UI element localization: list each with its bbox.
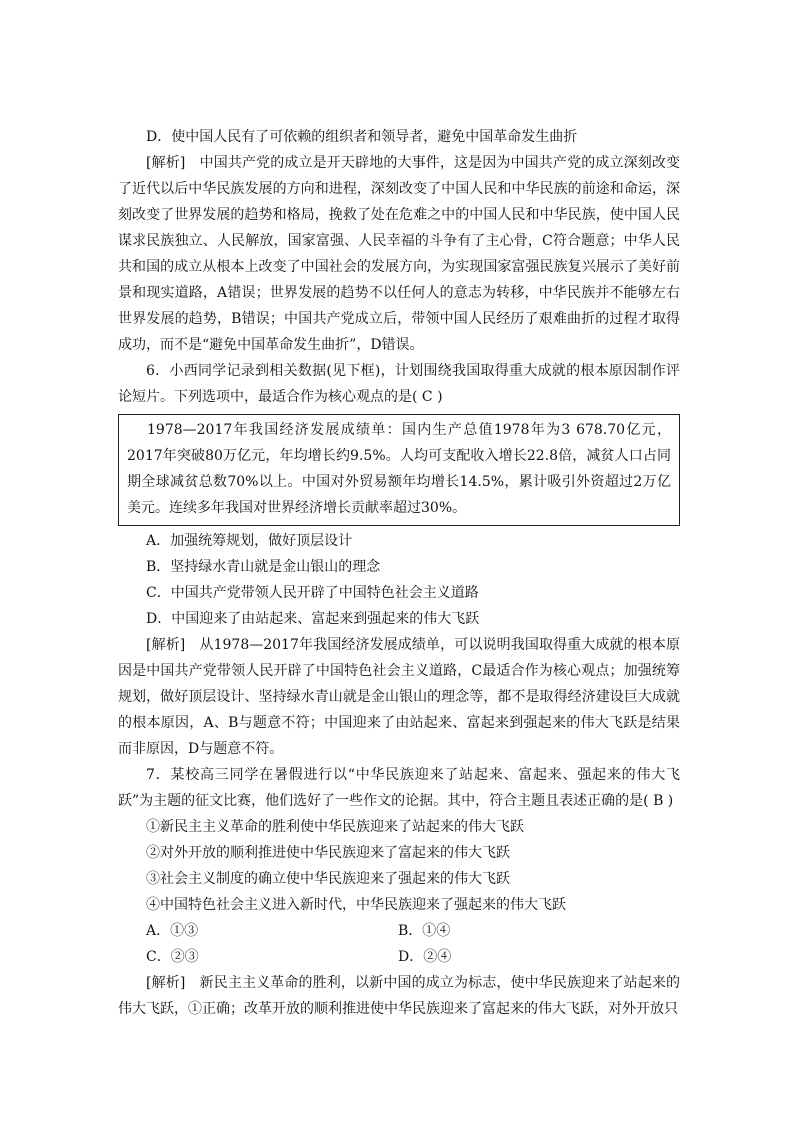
q6-box-text: 1978—2017年我国经济发展成绩单：国内生产总值1978年为3 678.70亿元，2017年突破80万亿元，年均增长约9.5%。人均可支配收入增长22.8倍，减贫人口占同期全球减贫总数70%以上。中国对外贸易额年均增长14.5%，累计吸引外资超过2万亿美元。连续多年我国对世界经济增长贡献率超过30%。	[127, 422, 671, 516]
q7-stem: 7．某校高三同学在暑假进行以“中华民族迎来了站起来、富起来、强起来的伟大飞跃”为主题的征文比赛，他们选好了一些作文的论据。其中，符合主题且表述正确的是( B )	[118, 767, 680, 809]
q6-data-box	[118, 414, 680, 526]
q5-option-d: D．使中国人民有了可依赖的组织者和领导者，避免中国革命发生曲折	[146, 129, 578, 145]
q6-analysis: [解析] 从1978—2017年我国经济发展成绩单，可以说明我国取得重大成就的根本原因是中国共产党带领人民开辟了中国特色社会主义道路，C最适合作为核心观点；加强统筹规划，做好顶层设计、坚持绿水青山就是金山银山的理念等，都不是取得经济建设巨大成就的根本原因，A、B与题意不符；中国迎来了由站起来、富起来到强起来的伟大飞跃是结果而非原因，D与题意不符。	[118, 637, 680, 757]
q7-item-3: ③社会主义制度的确立使中华民族迎来了强起来的伟大飞跃	[146, 871, 510, 887]
q6-option-b: B．坚持绿水青山就是金山银山的理念	[146, 559, 381, 575]
q5-analysis: [解析] 中国共产党的成立是开天辟地的大事件，这是因为中国共产党的成立深刻改变了近代以后中华民族发展的方向和进程，深刻改变了中国人民和中华民族的前途和命运，深刻改变了世界发展的趋势和格局，挽救了处在危难之中的中国人民和中华民族，使中国人民谋求民族独立、人民解放，国家富强、人民幸福的斗争有了主心骨，C符合题意；中华人民共和国的成立从根本上改变了中国社会的发展方向，为实现国家富强民族复兴展示了美好前景和现实道路，A错误；世界发展的趋势不以任何人的意志为转移，中华民族并不能够左右世界发展的趋势，B错误；中国共产党成立后，带领中国人民经历了艰难曲折的过程才取得成功，而不是“避免中国革命发生曲折”，D错误。	[118, 155, 680, 353]
q7-options-row-2	[118, 944, 680, 970]
q6-option-d: D．中国迎来了由站起来、富起来到强起来的伟大飞跃	[146, 611, 480, 627]
q7-item-1: ①新民主主义革命的胜利使中华民族迎来了站起来的伟大飞跃	[146, 819, 524, 835]
q7-item-4: ④中国特色社会主义进入新时代，中华民族迎来了强起来的伟大飞跃	[146, 897, 566, 913]
q6-option-c: C．中国共产党带领人民开辟了中国特色社会主义道路	[146, 585, 479, 601]
q7-option-c: C．②③	[146, 949, 199, 965]
document-body	[118, 124, 680, 1022]
q7-analysis: [解析] 新民主主义革命的胜利，以新中国的成立为标志，使中华民族迎来了站起来的伟大飞跃，①正确；改革开放的顺利推进使中华民族迎来了富起来的伟大飞跃，对外开放只	[118, 975, 680, 1017]
q7-item-2: ②对外开放的顺利推进使中华民族迎来了富起来的伟大飞跃	[146, 845, 510, 861]
q7-options-row-1	[118, 918, 680, 944]
q7-option-a: A．①③	[146, 923, 199, 939]
q6-option-a: A．加强统筹规划，做好顶层设计	[146, 533, 353, 549]
q7-option-b: B．①④	[398, 923, 451, 939]
q6-stem: 6．小西同学记录到相关数据(见下框)，计划围绕我国取得重大成就的根本原因制作评论短片。下列选项中，最适合作为核心观点的是( C )	[118, 363, 680, 405]
q7-option-d: D．②④	[398, 949, 452, 965]
